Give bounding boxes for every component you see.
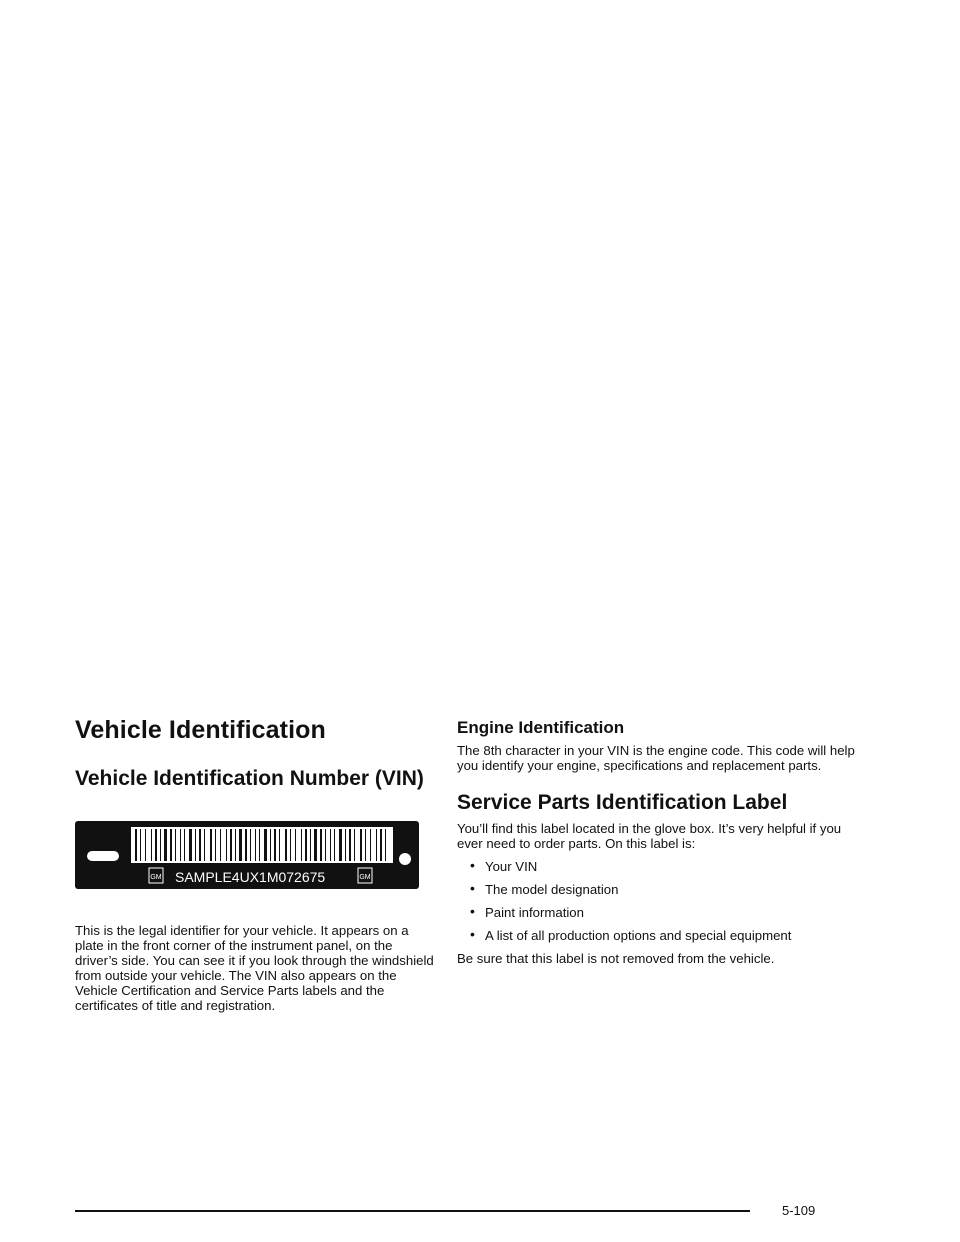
engine-paragraph: The 8th character in your VIN is the engine code. This code will help you identify your engine, specifications and replacement parts. (457, 743, 855, 773)
vin-plate-illustration (75, 821, 419, 889)
left-column (75, 713, 435, 1013)
footer-divider (75, 1210, 750, 1212)
list-item-text: Paint information (485, 905, 584, 920)
list-item (457, 928, 857, 943)
list-item-text: A list of all production options and special equipment (485, 928, 792, 943)
service-label-contents-list (457, 859, 857, 943)
vin-paragraph: This is the legal identifier for your vehicle. It appears on a plate in the front corner of the instrument panel, on the driver’s side. You can see it if you look through the windshield from outside your vehicle. The VIN also appears on the Vehicle Certification and Service Parts labels and the certificates of title and registration. (75, 923, 434, 1013)
right-column (457, 716, 857, 966)
list-item (457, 905, 857, 920)
vin-heading: Vehicle Identification Number (VIN) (75, 767, 424, 790)
gm-logo-left-text: GM (150, 874, 162, 881)
bullet-icon: • (470, 926, 475, 942)
list-item-text: The model designation (485, 882, 619, 897)
bullet-icon: • (470, 903, 475, 919)
bullet-icon: • (470, 880, 475, 896)
page-title: Vehicle Identification (75, 716, 326, 744)
plate-slot-icon (87, 851, 119, 861)
engine-heading: Engine Identification (457, 718, 625, 737)
page-number: 5-109 (782, 1203, 816, 1218)
list-item-text: Your VIN (485, 859, 538, 874)
service-parts-heading: Service Parts Identification Label (457, 791, 788, 814)
service-parts-paragraph: You’ll find this label located in the glove box. It’s very helpful if you ever need to order parts. On this label is: (457, 821, 842, 851)
bullet-icon: • (470, 857, 475, 873)
vin-plate-graphic (75, 821, 419, 889)
vin-code-text: SAMPLE4UX1M072675 (175, 869, 326, 885)
plate-hole-icon (399, 853, 411, 865)
list-item (457, 859, 857, 874)
closing-paragraph: Be sure that this label is not removed from the vehicle. (457, 951, 775, 966)
gm-logo-right-text: GM (359, 874, 371, 881)
list-item (457, 882, 857, 897)
